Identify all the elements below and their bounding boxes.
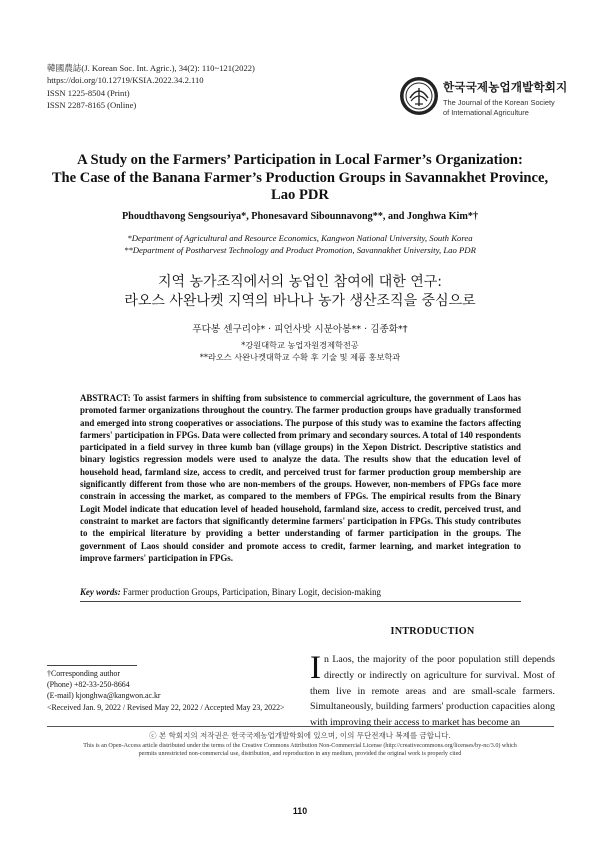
introduction-heading: INTRODUCTION <box>390 626 475 637</box>
received-dates: <Received Jan. 9, 2022 / Revised May 22, 2022 / Accepted May 23, 2022> <box>47 702 285 712</box>
abstract: ABSTRACT: To assist farmers in shifting from subsistence to commercial agriculture, the government of Laos has promoted farmer organizations throughout the country. The farmer production groups have gradually transformed and emerged into strong cooperatives or associations. The purpose of this study was to examine the factors affecting farmers' participation in FPGs. Data were collected from primary and secondary sources. A total of 140 respondents participated in a field survey in three kumb ban (village groups) in the Xepon District. Descriptive statistics and binary logistics regression models were used to analyze the data. The results show that the education level of household head, farmland size, access to credit, and perceived trust for farmer production group membership are significantly different from those who are non-members of the groups. However, non-members of FPGs face more constrain in accessing the market, as compared to the members of FPGs. The empirical results from the Binary Logit Model indicate that education level of headed household, farmland size, access to credit, perceived trust, and constraint to market are factors that significantly determine farmers' participation in FPGs. This study contributes to the empirical literature by providing a better understanding of farmer participation in the groups. The government of Laos should consider and promote access to credit, farmer learning, and market integration to improve farmers' participation in FPGs. <box>80 393 521 563</box>
journal-citation: 韓國農誌(J. Korean Soc. Int. Agric.), 34(2): 110~121(2022) <box>47 63 255 73</box>
footnote <box>47 668 284 713</box>
abstract-divider <box>80 601 521 602</box>
keywords-label: Key words: <box>80 587 121 597</box>
korean-authors: 푸다봉 센구리야* · 피언사밧 시분아봉** · 김종화*† <box>192 324 408 335</box>
footnote-divider <box>47 665 137 666</box>
author-phone: (Phone) +82-33-250-8664 <box>47 680 130 690</box>
society-name-ko: 한국국제농업개발학회지 <box>443 80 568 94</box>
society-name-en-line2: of International Agriculture <box>443 107 529 117</box>
corresponding-author: †Corresponding author <box>47 669 120 678</box>
society-name <box>443 79 567 117</box>
introduction-body <box>310 652 555 731</box>
affiliation-1: *Department of Agricultural and Resource Economics, Kangwon National University, South Korea <box>127 233 473 243</box>
title-line-2: The Case of the Banana Farmer’s Production Groups in Savannakhet Province, <box>51 169 549 186</box>
introduction-text: n Laos, the majority of the poor population still depends directly or indirectly on agriculture for survival. Most of them live in remote areas and are small-scale farmers. Simultaneously, building farmers' production capacities along with improving their access to market has become an <box>310 654 555 729</box>
author-email[interactable]: (E-mail) kjonghwa@kangwon.ac.kr <box>47 691 161 701</box>
issn-print: ISSN 1225-8504 (Print) <box>47 87 130 98</box>
page-number: 110 <box>292 806 308 816</box>
title-line-3: Lao PDR <box>271 187 329 203</box>
korean-title-line-1: 지역 농가조직에서의 농업인 참여에 대한 연구: <box>158 274 442 290</box>
copyright-notice: ⓒ 본 학회지의 저작권은 한국국제농업개발학회에 있으며, 이의 무단전재나 복제를 금합니다. <box>149 731 451 740</box>
authors: Phoudthavong Sengsouriya*, Phonesavard Sibounnavong**, and Jonghwa Kim*† <box>121 211 479 222</box>
affiliation-2: **Department of Postharvest Technology and Product Promotion, Savannakhet University, Lao PDR <box>124 244 476 255</box>
drop-cap: I <box>310 650 321 686</box>
paper-title <box>40 152 560 205</box>
keywords-text: Farmer production Groups, Participation, Binary Logit, decision-making <box>122 587 381 597</box>
korean-affiliation-1: *강원대학교 농업자원경제학전공 <box>241 340 359 350</box>
society-name-en-line1: The Journal of the Korean Society <box>443 98 555 107</box>
society-name-en <box>443 98 567 117</box>
korean-affiliations <box>40 340 560 363</box>
korean-title-line-2: 라오스 사완나켓 지역의 바나나 농가 생산조직을 중심으로 <box>124 293 476 309</box>
title-line-1: A Study on the Farmers’ Participation in Local Farmer’s Organization: <box>77 152 523 168</box>
license-line-1: This is an Open-Access article distributed under the terms of the Creative Commons Attribution Non-Commercial License (http://creativecommons.org/licenses/by-nc/3.0) which <box>83 743 517 749</box>
society-emblem-icon <box>399 76 439 116</box>
journal-meta <box>47 62 255 112</box>
bottom-divider <box>47 726 554 727</box>
korean-affiliation-2: **라오스 사완나켓대학교 수확 후 기술 및 제품 홍보학과 <box>199 351 401 362</box>
affiliations <box>40 233 560 256</box>
issn-online: ISSN 2287-8165 (Online) <box>47 100 137 111</box>
license-line-2: permits unrestricted non-commercial use, distribution, and reproduction in any medium, provided the original work is properly cited <box>138 751 462 757</box>
korean-title <box>40 273 560 311</box>
license-notice <box>40 742 560 758</box>
keywords <box>80 587 521 597</box>
journal-doi[interactable]: https://doi.org/10.12719/KSIA.2022.34.2.110 <box>47 75 204 86</box>
